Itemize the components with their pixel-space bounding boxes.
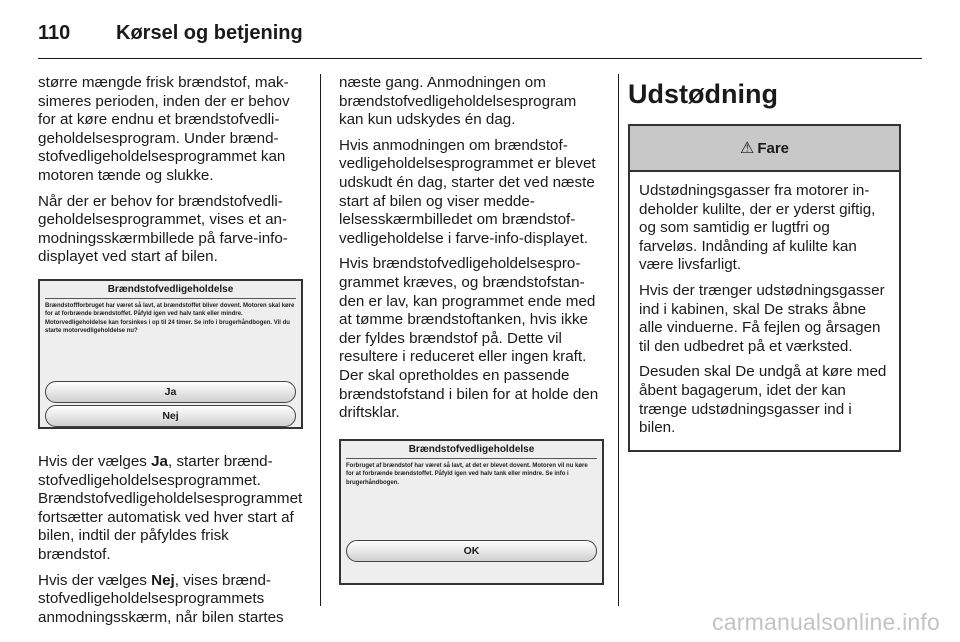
paragraph: Når der er behov for brændstofvedligeholdelsesprogrammet, vises et anmodningsskærmbillede på farve-info-displayet ved start af bilen. xyxy=(38,192,288,266)
column-1 xyxy=(38,74,303,632)
yes-button[interactable]: Ja xyxy=(45,381,296,403)
page-number: 110 xyxy=(38,21,71,44)
danger-box-body xyxy=(630,172,899,450)
screen-title: Brændstofvedligeholdelse xyxy=(346,443,597,459)
column-2 xyxy=(339,74,604,609)
warning-triangle-icon: ⚠ xyxy=(739,140,755,157)
paragraph: større mængde frisk brændstof, maksimeres perioden, inden der er behov for at køre endnu et brændstofvedligeholdelsesprogram. Under brændstofvedligeholdelsesprogrammet kan motoren tænde og slukke. xyxy=(38,74,290,184)
no-button[interactable]: Nej xyxy=(45,405,296,427)
bold-term-yes: Ja xyxy=(151,452,169,470)
column-divider xyxy=(320,74,321,606)
text: , starter brændstofvedligeholdelsesprogrammet. Brændstofvedligeholdelsesprogrammet fortsætter automatisk ved hver start af bilen, indtil der påfyldes frisk brændstof. xyxy=(38,452,303,563)
paragraph xyxy=(38,453,303,565)
section-heading: Udstødning xyxy=(628,79,778,109)
column-3 xyxy=(628,74,901,452)
paragraph xyxy=(38,572,303,628)
ok-button[interactable]: OK xyxy=(346,540,597,562)
screen-title: Brændstofvedligeholdelse xyxy=(45,283,296,299)
paragraph: Hvis der trænger udstødningsgasser ind i kabinen, skal De straks åbne alle vinduerne. Få fejlen og årsagen til den udbedret på et værksted. xyxy=(639,281,885,355)
danger-box-title: Fare xyxy=(757,139,790,157)
paragraph: Hvis brændstofvedligeholdelsesprogrammet kræves, og brændstofstanden er lav, kan programmet ende med at tømme brændstoftanken, hvis ikke der fyldes brændstof på. Dette vil resultere i reduceret eller ingen kraft. Der skal opretholdes en passende brændstofstand i bilen for at holde den driftsklar. xyxy=(339,255,599,422)
paragraph: næste gang. Anmodningen om brændstofvedligeholdelsesprogram kan kun udskydes én dag. xyxy=(339,74,577,129)
bold-term-no: Nej xyxy=(151,571,175,589)
fuel-maintenance-info-screen xyxy=(339,439,604,585)
paragraph: Udstødningsgasser fra motorer indeholder kulilte, der er yderst giftig, og som samtidig er lugtfri og farveløs. Indånding af kulilte kan være livsfarligt. xyxy=(639,182,876,274)
text: Hvis der vælges xyxy=(38,571,152,589)
screen-message: Brændstoffforbruget har været så lavt, at brændstoffet bliver dovent. Motoren skal køre for at forbrænde brændstoffet. Påfyld igen ved halv tank eller mindre. Motorvedligeholdelse kan forsinkes i op til 24 timer. Se info i brugerhåndbogen. Vil du starte motorvedligeholdelse nu? xyxy=(45,302,295,335)
paragraph: Hvis anmodningen om brændstofvedligeholdelsesprogrammet er blevet udskudt én dag, starter det ved næste start af bilen og viser meddelelsesskærmbilledet om brændstofvedligeholdelse i farve-info-displayet. xyxy=(339,136,596,247)
screen-message: Forbruget af brændstof har været så lavt, at det er blevet dovent. Motoren vil nu køre for at forbrænde brændstoffet. Påfyld igen ved halv tank eller mindre. Se info i brugerhåndbogen. xyxy=(346,462,588,486)
page-header xyxy=(38,18,303,48)
watermark: carmanualsonline.info xyxy=(712,609,940,635)
column-divider xyxy=(618,74,619,606)
header-rule xyxy=(38,58,922,59)
section-title: Kørsel og betjening xyxy=(116,21,303,44)
paragraph: Desuden skal De undgå at køre med åbent bagagerum, idet der kan trænge udstødningsgasser ind i bilen. xyxy=(639,363,887,437)
text: , vises brændstofvedligeholdelsesprogrammets anmodningsskærm, når bilen startes xyxy=(38,571,284,626)
danger-box xyxy=(628,124,901,452)
fuel-maintenance-request-screen xyxy=(38,279,303,429)
text: Hvis der vælges xyxy=(38,452,152,470)
danger-box-header xyxy=(630,126,899,172)
